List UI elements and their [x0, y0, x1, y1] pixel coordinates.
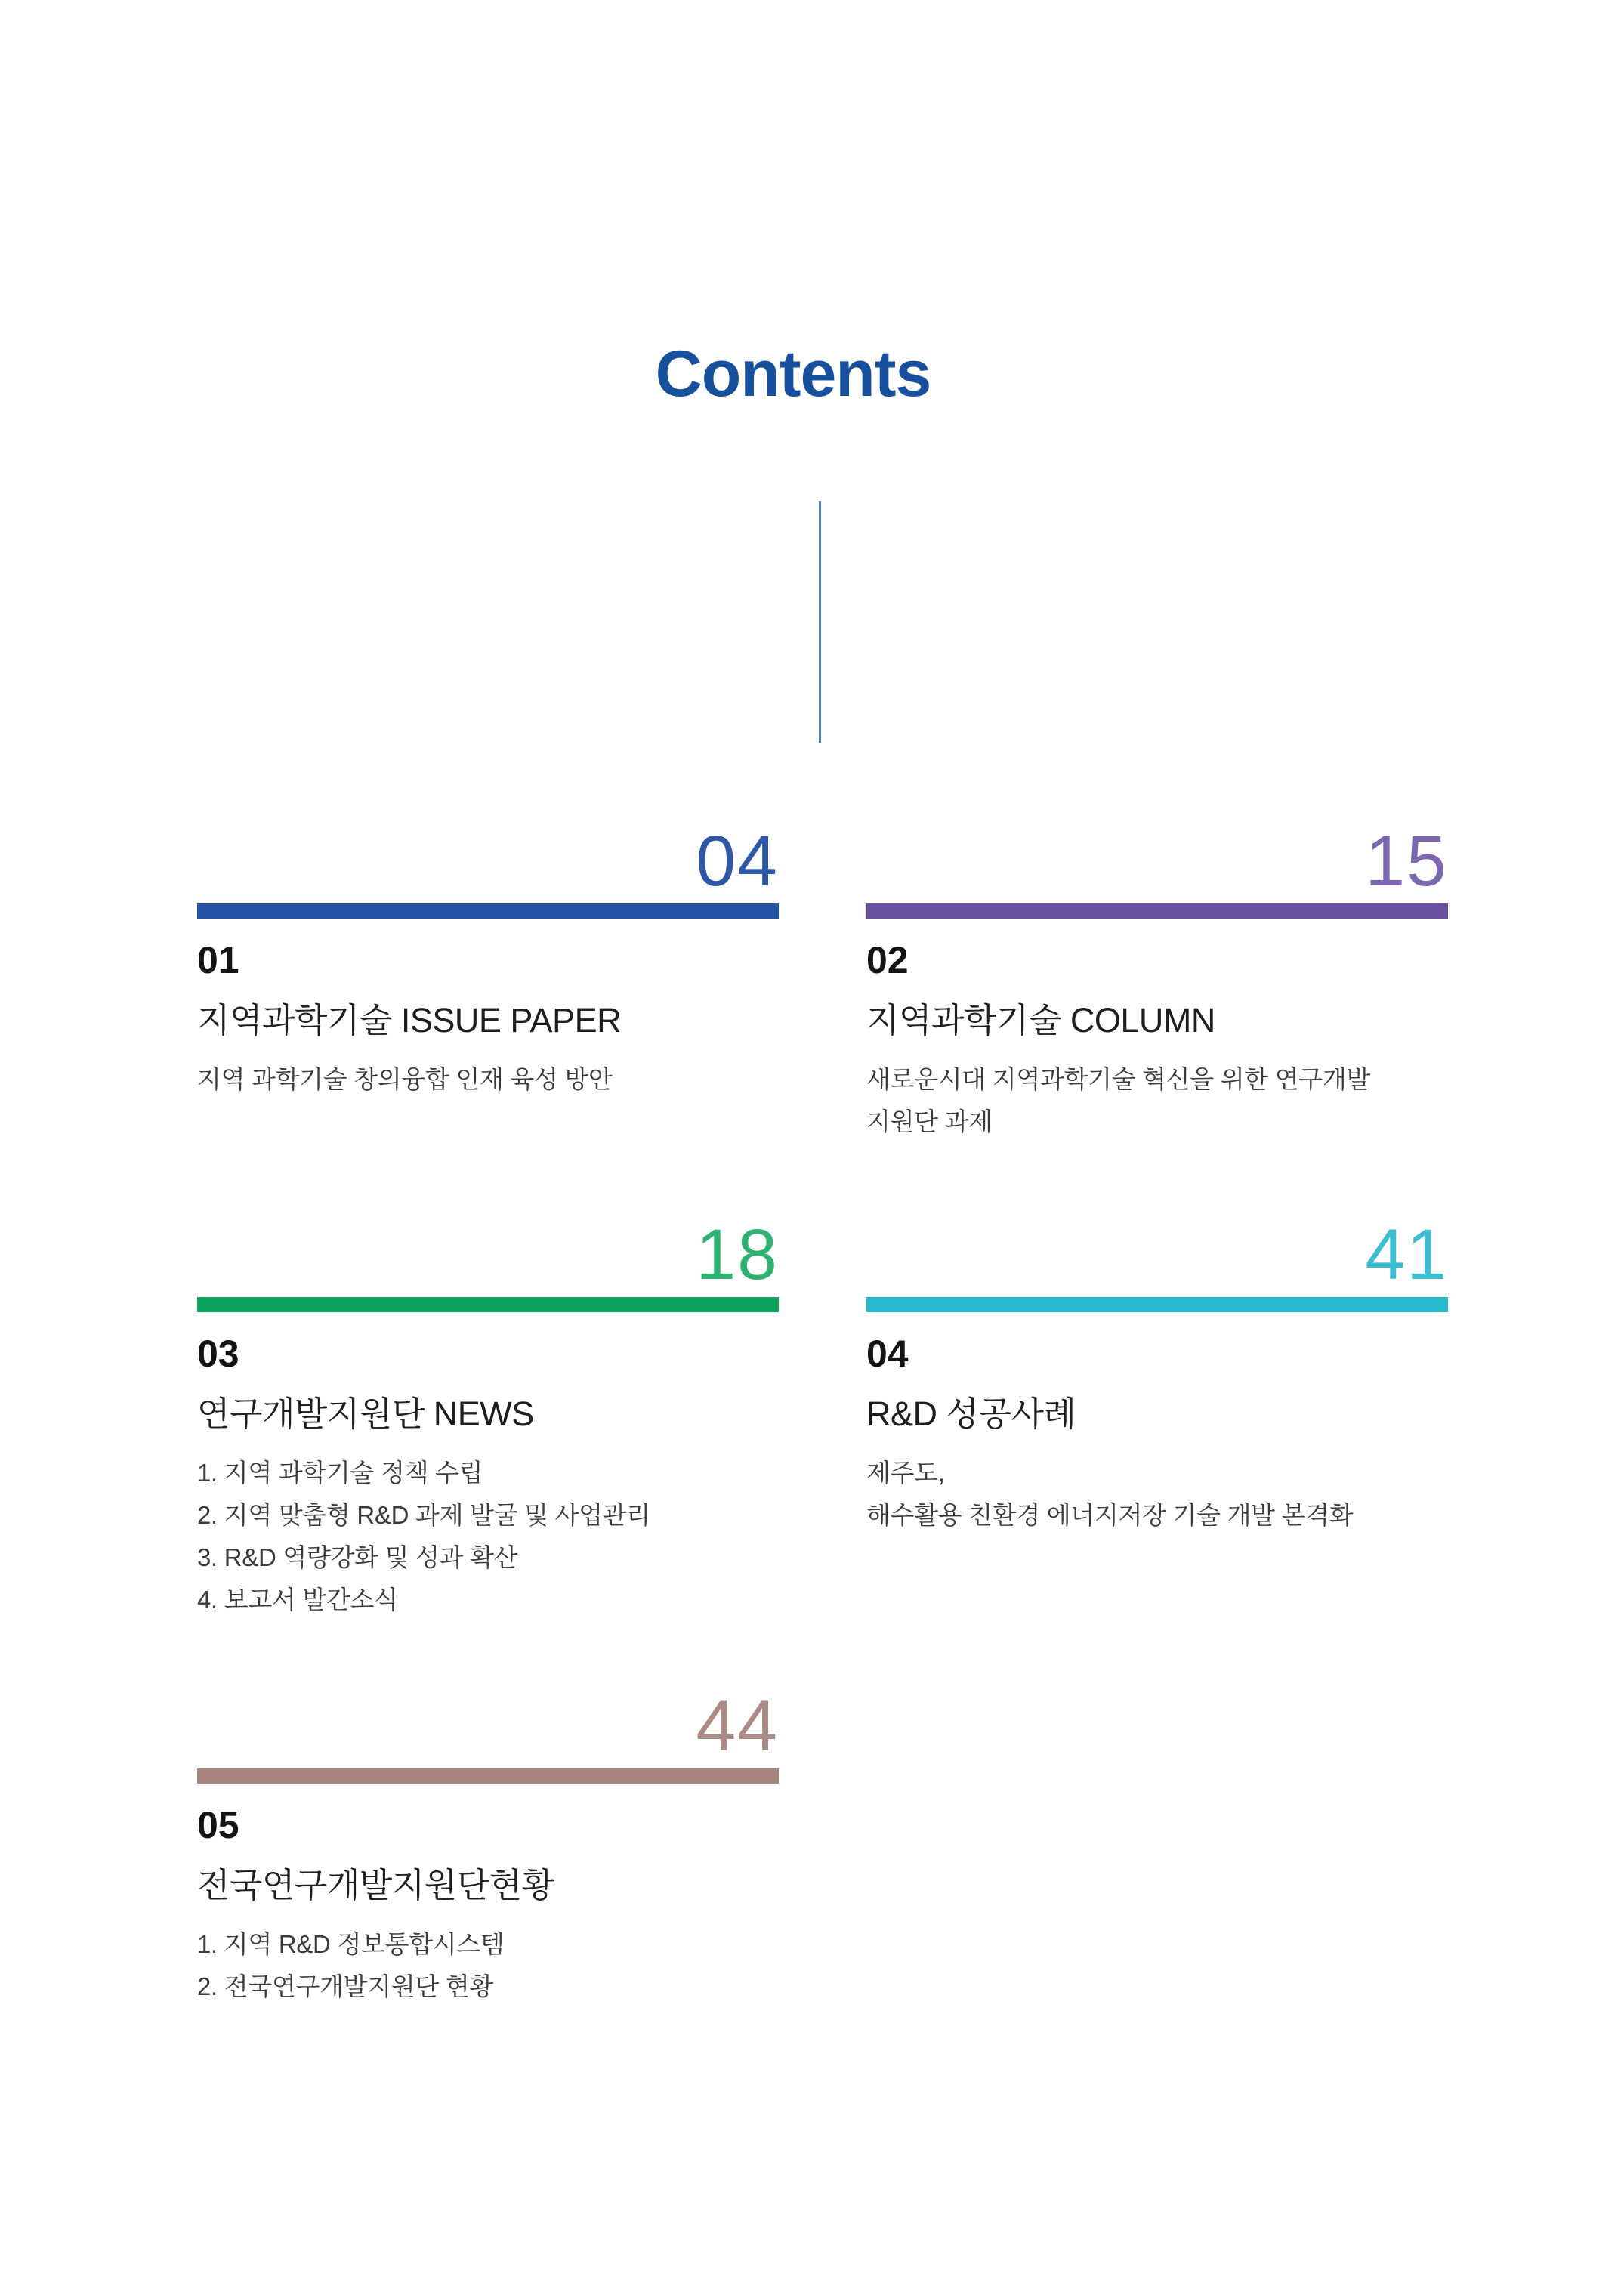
section-title: 연구개발지원단 NEWS — [197, 1395, 534, 1433]
toc-section-01 — [197, 821, 779, 1101]
section-page-number: 15 — [1365, 821, 1448, 901]
description-line: 해수활용 친환경 에너지저장 기술 개발 본격화 — [866, 1501, 1354, 1529]
section-description — [197, 1452, 779, 1621]
section-bar — [197, 903, 779, 919]
description-line: 지원단 과제 — [866, 1107, 993, 1135]
section-page-number: 44 — [696, 1686, 779, 1766]
description-line: 제주도, — [866, 1459, 945, 1487]
description-line: 지역 과학기술 창의융합 인재 육성 방안 — [197, 1065, 613, 1093]
page-title: Contents — [655, 338, 931, 410]
section-description — [866, 1452, 1448, 1537]
description-line: 2. 지역 맞춤형 R&D 과제 발굴 및 사업관리 — [197, 1501, 650, 1529]
description-line: 4. 보고서 발간소식 — [197, 1586, 398, 1614]
section-page-number: 04 — [696, 821, 779, 901]
section-page-number: 41 — [1365, 1215, 1448, 1295]
toc-section-05 — [197, 1686, 779, 2008]
section-number: 05 — [197, 1804, 239, 1846]
section-description — [197, 1058, 779, 1101]
section-description — [197, 1923, 779, 2008]
section-number: 04 — [866, 1333, 909, 1375]
section-description — [866, 1058, 1448, 1143]
section-number: 03 — [197, 1333, 239, 1375]
toc-section-02 — [866, 821, 1448, 1143]
description-line: 1. 지역 R&D 정보통합시스템 — [197, 1930, 505, 1958]
section-bar — [197, 1297, 779, 1312]
toc-section-03 — [197, 1215, 779, 1621]
section-bar — [866, 903, 1448, 919]
section-title: 전국연구개발지원단현황 — [197, 1866, 554, 1904]
description-line: 새로운시대 지역과학기술 혁신을 위한 연구개발 — [866, 1065, 1371, 1093]
description-line: 1. 지역 과학기술 정책 수립 — [197, 1459, 483, 1487]
section-number: 02 — [866, 939, 909, 981]
section-title: 지역과학기술 ISSUE PAPER — [197, 1001, 622, 1039]
section-page-number: 18 — [696, 1215, 779, 1295]
section-title: 지역과학기술 COLUMN — [866, 1001, 1215, 1039]
section-number: 01 — [197, 939, 239, 981]
description-line: 2. 전국연구개발지원단 현황 — [197, 1972, 494, 2000]
toc-section-04 — [866, 1215, 1448, 1537]
vertical-divider-line — [819, 501, 821, 743]
section-bar — [866, 1297, 1448, 1312]
section-bar — [197, 1768, 779, 1784]
section-title: R&D 성공사례 — [866, 1395, 1076, 1433]
description-line: 3. R&D 역량강화 및 성과 확산 — [197, 1543, 518, 1571]
